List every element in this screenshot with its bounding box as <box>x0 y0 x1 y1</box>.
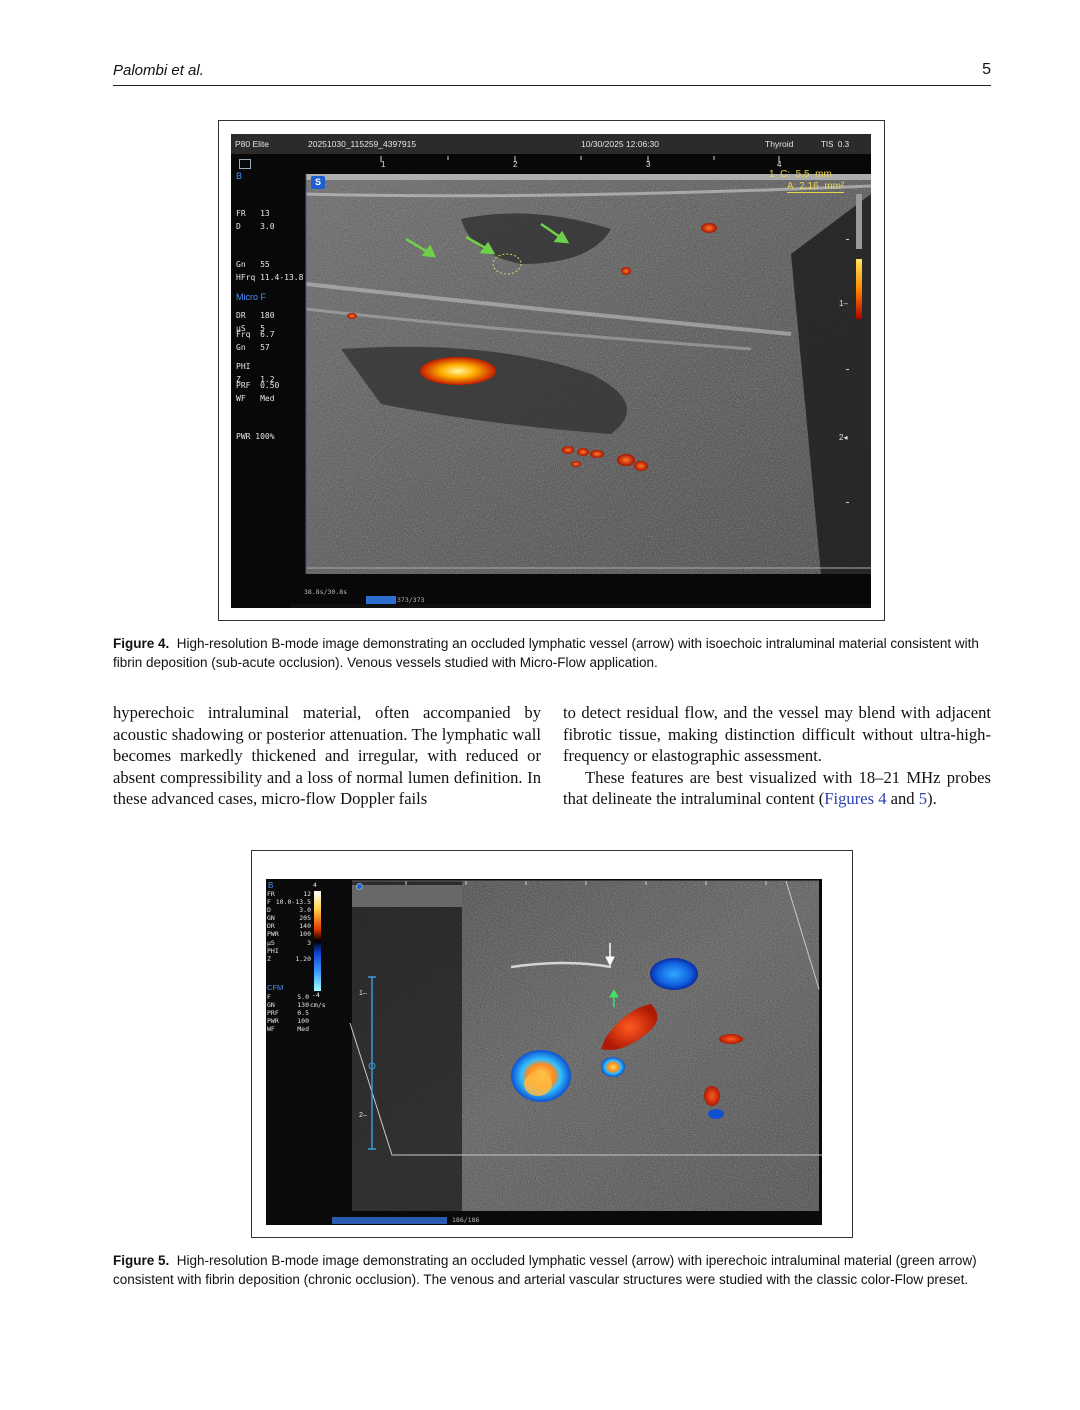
figure-5-depth-tick-2: 2– <box>359 1112 367 1119</box>
xref-figure-4[interactable]: Figures 4 <box>824 789 887 809</box>
figure-5-venous-flow-top <box>650 958 698 990</box>
figure-5-scale-unit: cm/s <box>310 1001 326 1009</box>
figure-4-measure-a: A: 2.16 mm² <box>787 181 845 192</box>
figure-4 <box>218 120 885 621</box>
figure-4-caption-label: Figure 4. <box>113 636 170 651</box>
running-head-authors: Palombi et al. <box>113 62 204 79</box>
body-left-paragraph: hyperechoic intraluminal material, often accompanied by acoustic shadowing or posterior attenuation. The lymphatic wall becomes markedly thickened and irregular, with reduced or absent compressibility and a loss of normal lumen definition. In these advanced cases, micro-flow Doppler fails <box>113 703 541 809</box>
figure-5-cine-slider <box>332 1217 447 1224</box>
figure-4-ultrasound-image <box>231 134 871 608</box>
body-right-paragraph-1: to detect residual flow, and the vessel may blend with adjacent fibrotic tissue, making distinction difficult without ultra-high-frequency or elastographic assessment. <box>563 703 991 766</box>
figure-4-ultrasound-svg <box>231 134 871 608</box>
figure-5-ultrasound-svg <box>266 879 822 1225</box>
body-left-column <box>113 702 541 810</box>
menu-icon <box>239 159 251 169</box>
figure-5-b-mode-label: B <box>268 881 274 890</box>
figure-4-caption <box>113 634 993 672</box>
figure-4-cine-slider <box>366 596 396 604</box>
figure-5-color-scale <box>314 891 321 991</box>
body-right-column <box>563 702 991 810</box>
page-number: 5 <box>982 61 991 78</box>
figure-5-caption <box>113 1251 993 1289</box>
running-head <box>113 60 991 86</box>
figure-4-b-mode-label: B <box>236 171 243 181</box>
figure-4-microflow-label: Micro F <box>236 292 266 302</box>
figure-4-frame-index: 373/373 <box>397 596 425 604</box>
probe-orientation-icon <box>356 883 363 890</box>
figure-4-device: P80 Elite <box>235 139 270 149</box>
figure-4-top-tick-4: 4 <box>777 160 782 169</box>
figure-4-top-tick-1: 1 <box>381 160 386 169</box>
figure-4-depth-tick-2: 2◂ <box>839 433 848 442</box>
figure-5-ultrasound-image <box>266 879 822 1225</box>
body-right-paragraph-2: These features are best visualized with 18–21 MHz probes that delineate the intraluminal content (Figures 4 and 5). <box>563 767 991 809</box>
figure-4-microflow-scale <box>856 259 862 319</box>
figure-5-b-params: FR 12 F 10.0-13.5 D 3.0 GN 205 DR 140 PWR 100 µS 3 PHI Z 1.20 <box>267 890 311 963</box>
figure-5-depth-tick-1: 1– <box>359 990 367 997</box>
figure-4-caption-text: High-resolution B-mode image demonstrating an occluded lymphatic vessel (arrow) with isoechoic intraluminal material consistent with fibrin deposition (sub-acute occlusion). Venous vessels studied with Micro-Flow application. <box>113 636 979 670</box>
xref-figure-5[interactable]: 5 <box>918 789 928 809</box>
figure-4-top-tick-3: 3 <box>646 160 651 169</box>
figure-4-tis: TIS 0.3 <box>821 140 850 149</box>
figure-5-cfm-label: CFM <box>267 983 284 992</box>
figure-4-s-badge: S <box>311 176 325 189</box>
figure-5 <box>251 850 853 1238</box>
figure-4-microflow-params: Frq 6.7 Gn 57 PRF 0.50 WF Med PWR 100% <box>236 330 280 442</box>
figure-5-caption-label: Figure 5. <box>113 1253 170 1268</box>
figure-5-cfm-params: F 5.0 GN 130 PRF 0.5 PWR 100 WF Med <box>267 993 309 1034</box>
figure-4-top-tick-2: 2 <box>513 160 518 169</box>
figure-4-flow-signal-large <box>420 357 496 385</box>
figure-5-scale-bottom: -4 <box>312 991 320 999</box>
figure-4-frame-counter: 38.8s/30.8s <box>304 588 348 596</box>
figure-4-b-params: FR 13 D 3.0 Gn 55 HFrq 11.4-13.8 DR 180 µS 5 PHI Z 1.2 <box>236 209 304 384</box>
figure-5-caption-text: High-resolution B-mode image demonstrating an occluded lymphatic vessel (arrow) with iperechoic intraluminal material (green arrow) consistent with fibrin deposition (chronic occlusion). The venous and arterial vascular structures were studied with the classic color-Flow preset. <box>113 1253 977 1287</box>
figure-5-frame-index: 186/186 <box>452 1216 480 1224</box>
figure-4-measure-c: 1 C: 5.5 mm <box>769 169 832 180</box>
figure-4-datetime: 10/30/2025 12:06:30 <box>581 139 659 149</box>
figure-4-depth-tick-1: 1– <box>839 299 848 308</box>
figure-5-scale-top: 4 <box>313 881 317 889</box>
figure-4-preset: Thyroid <box>765 139 794 149</box>
figure-4-study-id: 20251030_115259_4397915 <box>308 139 417 149</box>
